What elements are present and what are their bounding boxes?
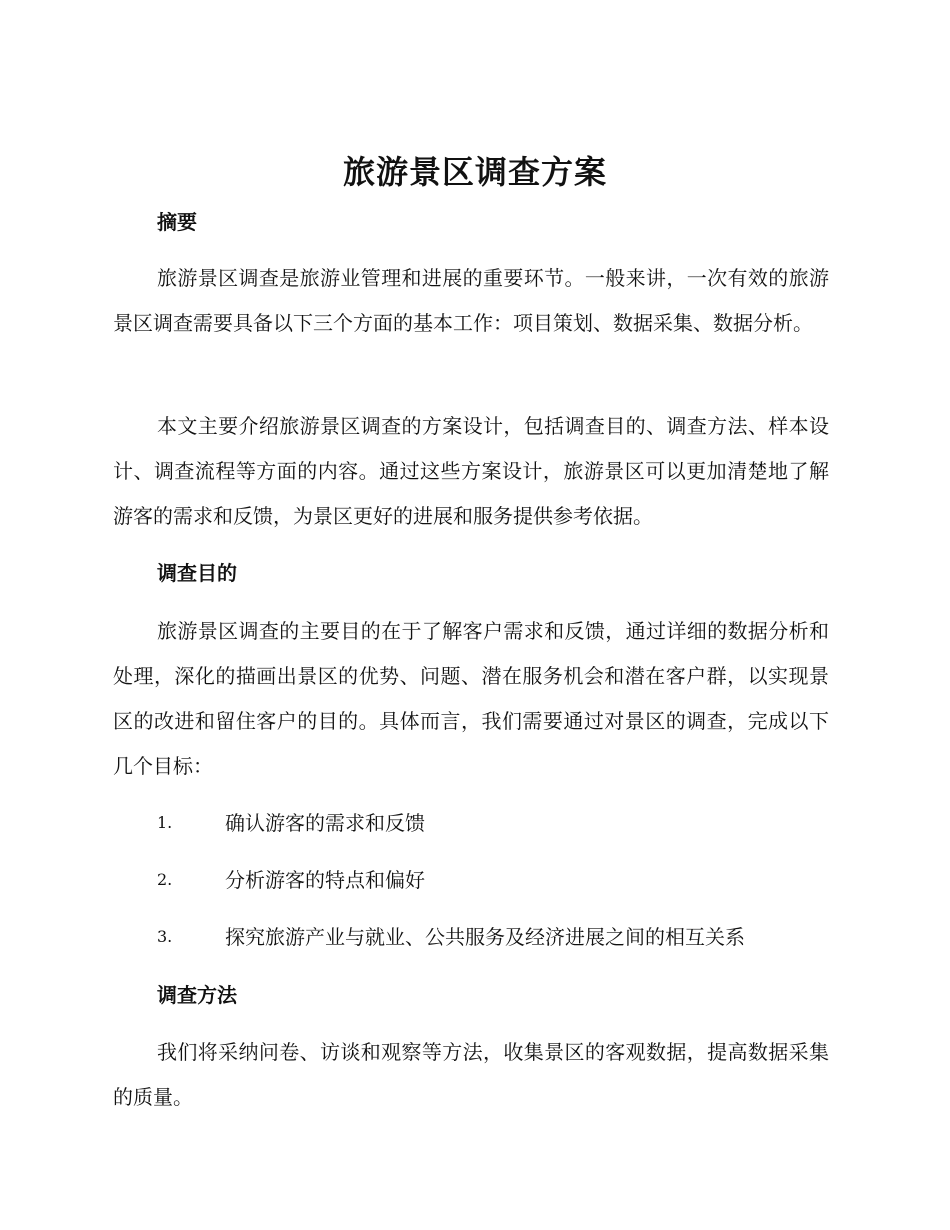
list-item-number: 2. <box>157 870 173 889</box>
document-title: 旅游景区调查方案 <box>342 153 607 191</box>
list-item-number: 1. <box>157 813 173 832</box>
list-item <box>157 865 837 895</box>
abstract-paragraph-2: 本文主要介绍旅游景区调查的方案设计，包括调查目的、调查方法、样本设计、调查流程等方面的内容。通过这些方案设计，旅游景区可以更加清楚地了解游客的需求和反馈，为景区更好的进展和服务提供参考依据。 <box>113 414 829 528</box>
abstract-paragraph-1: 旅游景区调查是旅游业管理和进展的重要环节。一般来讲，一次有效的旅游景区调查需要具备以下三个方面的基本工作：项目策划、数据采集、数据分析。 <box>113 266 829 335</box>
list-item <box>157 808 837 838</box>
list-item-number: 3. <box>157 927 173 946</box>
section-heading-method: 调查方法 <box>157 983 237 1007</box>
section-heading-abstract: 摘要 <box>157 210 197 234</box>
list-item-text: 探究旅游产业与就业、公共服务及经济进展之间的相互关系 <box>225 925 745 949</box>
section-heading-purpose: 调查目的 <box>157 561 237 585</box>
method-paragraph: 我们将采纳问卷、访谈和观察等方法，收集景区的客观数据，提高数据采集的质量。 <box>113 1040 829 1109</box>
list-item <box>157 922 837 952</box>
list-item-text: 确认游客的需求和反馈 <box>225 811 425 835</box>
purpose-paragraph: 旅游景区调查的主要目的在于了解客户需求和反馈，通过详细的数据分析和处理，深化的描画出景区的优势、问题、潜在服务机会和潜在客户群，以实现景区的改进和留住客户的目的。具体而言，我们需要通过对景区的调查，完成以下几个目标： <box>113 619 829 778</box>
list-item-text: 分析游客的特点和偏好 <box>225 868 425 892</box>
